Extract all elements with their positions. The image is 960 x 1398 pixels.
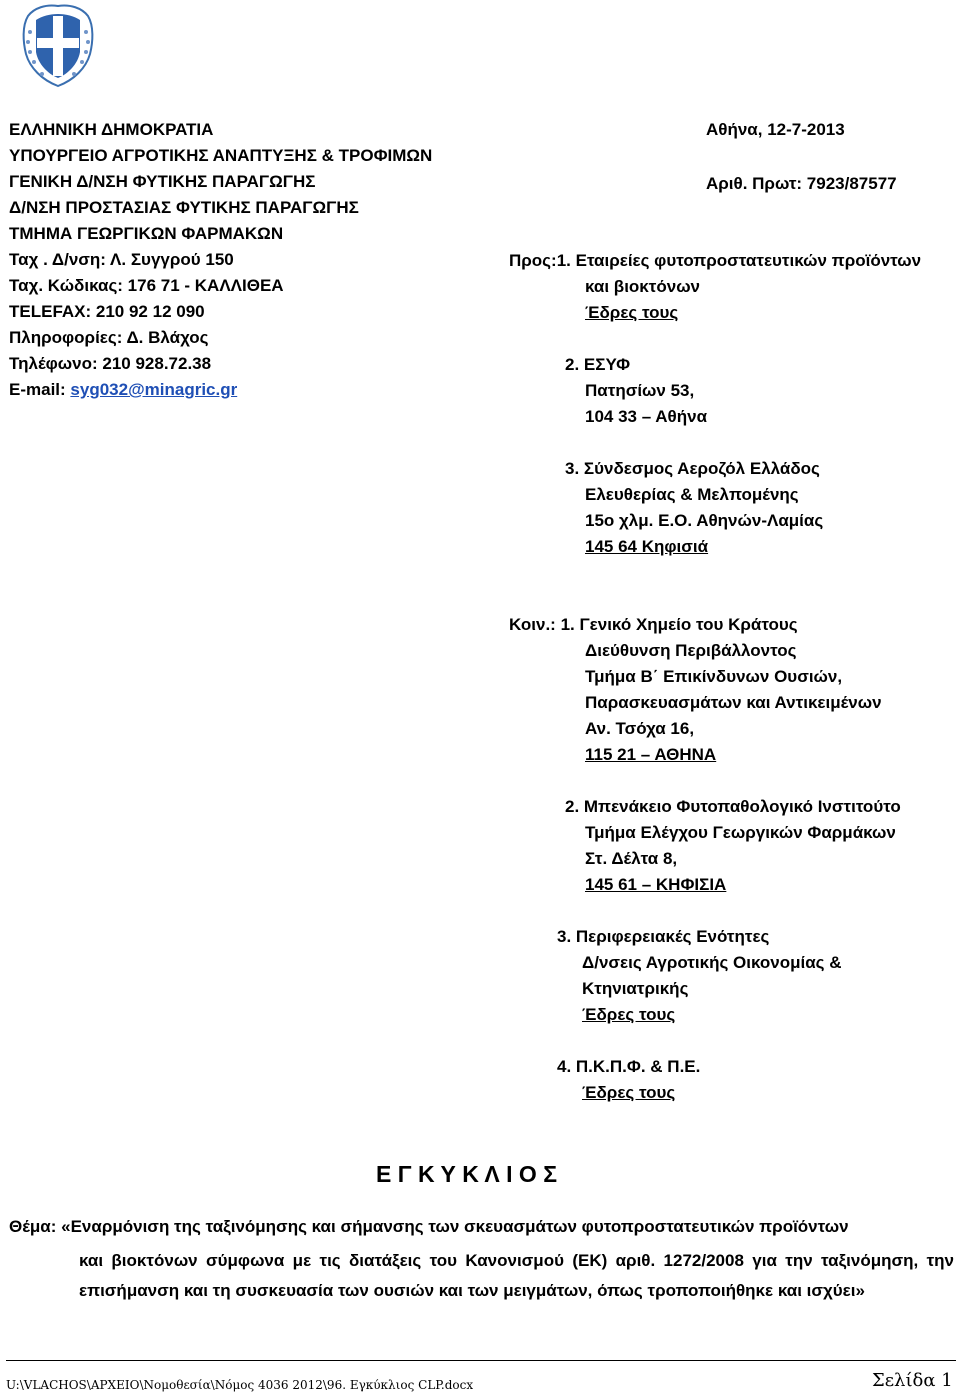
subject-body: και βιοκτόνων σύμφωνα με τις διατάξεις του Κανονισμού (ΕΚ) αριθ. 1272/2008 για την ταξινόμηση, την επισήμανση και τη συσκευασία των ουσιών και των μειγμάτων, όπως τροποποιήθηκε και ισχύει» <box>79 1251 954 1300</box>
cc-3-line3: Κτηνιατρικής <box>582 979 689 998</box>
recipient-1-line3: Έδρες τους <box>585 303 679 322</box>
recipient-1-line2: και βιοκτόνων <box>585 277 701 296</box>
sender-line: Ταχ . Δ/νση: Λ. Συγγρού 150 <box>9 250 234 269</box>
protocol-number: Αριθ. Πρωτ: 7923/87577 <box>706 174 897 193</box>
recipient-3-line2: Ελευθερίας & Μελπομένης <box>585 485 799 504</box>
subject-label: Θέμα: <box>9 1217 57 1236</box>
recipient-2-line2: Πατησίων 53, <box>585 381 695 400</box>
sender-block <box>9 117 432 403</box>
cc-1-line6: 115 21 – ΑΘΗΝΑ <box>585 745 717 764</box>
hellenic-emblem <box>18 2 98 88</box>
sender-line: ΤΜΗΜΑ ΓΕΩΡΓΙΚΩΝ ΦΑΡΜΑΚΩΝ <box>9 224 284 243</box>
cc-2-line2: Τμήμα Ελέγχου Γεωργικών Φαρμάκων <box>585 823 896 842</box>
sender-line: Τηλέφωνο: 210 928.72.38 <box>9 354 212 373</box>
cc-1-line2: Διεύθυνση Περιβάλλοντος <box>585 641 797 660</box>
cc-1-line3: Τμήμα Β΄ Επικίνδυνων Ουσιών, <box>585 667 843 686</box>
recipients-label: Προς: <box>509 251 557 270</box>
sender-line: ΥΠΟΥΡΓΕΙΟ ΑΓΡΟΤΙΚΗΣ ΑΝΑΠΤΥΞΗΣ & ΤΡΟΦΙΜΩΝ <box>9 146 433 165</box>
cc-1-line4: Παρασκευασμάτων και Αντικειμένων <box>585 693 882 712</box>
recipient-3-line3: 15ο χλμ. Ε.Ο. Αθηνών-Λαμίας <box>585 511 824 530</box>
cc-2-line1: 2. Μπενάκειο Φυτοπαθολογικό Ινστιτούτο <box>565 797 901 816</box>
sender-line: ΓΕΝΙΚΗ Δ/ΝΣΗ ΦΥΤΙΚΗΣ ΠΑΡΑΓΩΓΗΣ <box>9 172 316 191</box>
sender-line: TELEFAX: 210 92 12 090 <box>9 302 205 321</box>
sender-line: Ταχ. Κώδικας: 176 71 - ΚΑΛΛΙΘΕΑ <box>9 276 284 295</box>
cc-3-line4: Έδρες τους <box>582 1005 676 1024</box>
recipient-1-line1: . Εταιρείες φυτοπροστατευτικών προϊόντων <box>566 251 922 270</box>
cc-1-line1: 1. Γενικό Χημείο του Κράτους <box>560 615 798 634</box>
cc-3-line2: Δ/νσεις Αγροτικής Οικονομίας & <box>582 953 842 972</box>
sender-line: ΕΛΛΗΝΙΚΗ ΔΗΜΟΚΡΑΤΙΑ <box>9 120 214 139</box>
cc-3-line1: 3. Περιφερειακές Ενότητες <box>557 927 770 946</box>
sender-line: Δ/ΝΣΗ ΠΡΟΣΤΑΣΙΑΣ ΦΥΤΙΚΗΣ ΠΑΡΑΓΩΓΗΣ <box>9 198 359 217</box>
cc-label-line <box>509 612 798 638</box>
recipient-number: 1 <box>556 251 567 270</box>
email-label: E-mail: <box>9 380 71 399</box>
footer-file-path: U:\VLACHOS\ΑΡΧΕΙΟ\Νομοθεσία\Νόμος 4036 2012\96. Εγκύκλιος CLP.docx <box>6 1378 474 1392</box>
footer-divider <box>6 1360 956 1361</box>
cc-2-line4: 145 61 – ΚΗΦΙΣΙΑ <box>585 875 727 894</box>
cc-2-line3: Στ. Δέλτα 8, <box>585 849 678 868</box>
email-link[interactable]: syg032@minagric.gr <box>70 380 238 399</box>
email-line <box>9 377 432 403</box>
subject-first-line <box>9 1214 849 1240</box>
document-type-heading: Ε Γ Κ Υ Κ Λ Ι Ο Σ <box>376 1161 558 1187</box>
cc-1-line5: Αν. Τσόχα 16, <box>585 719 695 738</box>
footer-page-number: Σελίδα 1 <box>872 1370 953 1391</box>
subject-first-text: «Εναρμόνιση της ταξινόμησης και σήμανσης των σκευασμάτων φυτοπροστατευτικών προϊόντων <box>56 1217 849 1236</box>
recipient-3-line1: 3. Σύνδεσμος Αεροζόλ Ελλάδος <box>565 459 820 478</box>
recipients-label-line <box>509 248 921 274</box>
cc-4-line1: 4. Π.Κ.Π.Φ. & Π.Ε. <box>557 1057 701 1076</box>
recipient-2-line1: 2. ΕΣΥΦ <box>565 355 631 374</box>
date: Αθήνα, 12-7-2013 <box>706 120 845 139</box>
cc-4-line2: Έδρες τους <box>582 1083 676 1102</box>
cc-label: Κοιν.: <box>509 615 561 634</box>
sender-line: Πληροφορίες: Δ. Βλάχος <box>9 328 209 347</box>
recipient-2-line3: 104 33 – Αθήνα <box>585 407 708 426</box>
recipient-3-line4: 145 64 Κηφισιά <box>585 537 709 556</box>
